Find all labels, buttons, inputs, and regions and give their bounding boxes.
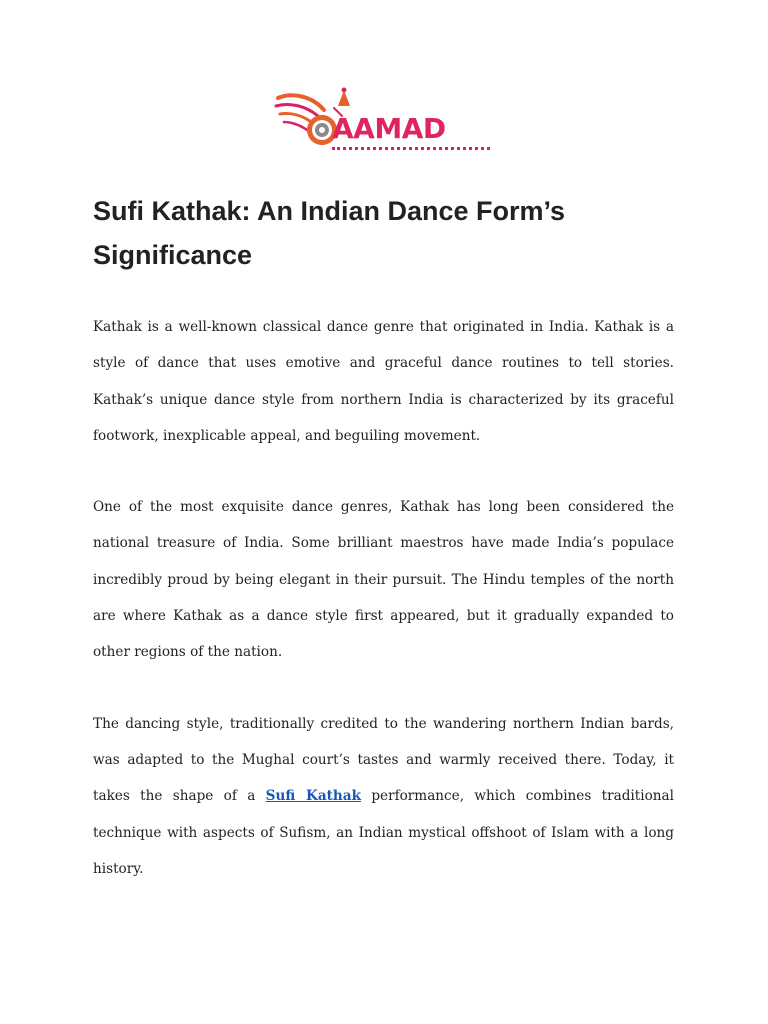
paragraph-text: performance, which combines traditional technique with aspects of Sufism, an Indian mystical offshoot of Islam with a long history. bbox=[93, 788, 674, 877]
logo-wordmark: AAMAD bbox=[332, 112, 446, 145]
paragraph: Kathak is a well-known classical dance genre that originated in India. Kathak is a style of dance that uses emotive and graceful dance routines to tell stories. Kathak’s unique dance style from northern India is characterized by its graceful footwork, inexplicable appeal, and beguiling movement. bbox=[93, 319, 674, 444]
logo-tagline-graphic bbox=[332, 147, 490, 154]
aamad-logo bbox=[272, 86, 496, 158]
paragraph-text: The dancing style, traditionally credited to the wandering northern Indian bards, was adapted to the Mughal court’s tastes and warmly received there. Today, it takes the shape of a bbox=[93, 715, 674, 805]
page-title: Sufi Kathak: An Indian Dance Form’s Significance bbox=[93, 196, 566, 270]
sufi-kathak-link[interactable]: Sufi Kathak bbox=[265, 788, 362, 805]
paragraph: One of the most exquisite dance genres, Kathak has long been considered the national treasure of India. Some brilliant maestros have made India’s populace incredibly proud by being elegant in their pursuit. The Hindu temples of the north are where Kathak as a dance style first appeared, but it gradually expanded to other regions of the nation. bbox=[93, 499, 674, 661]
paragraph bbox=[93, 706, 674, 887]
article-body bbox=[93, 309, 674, 887]
